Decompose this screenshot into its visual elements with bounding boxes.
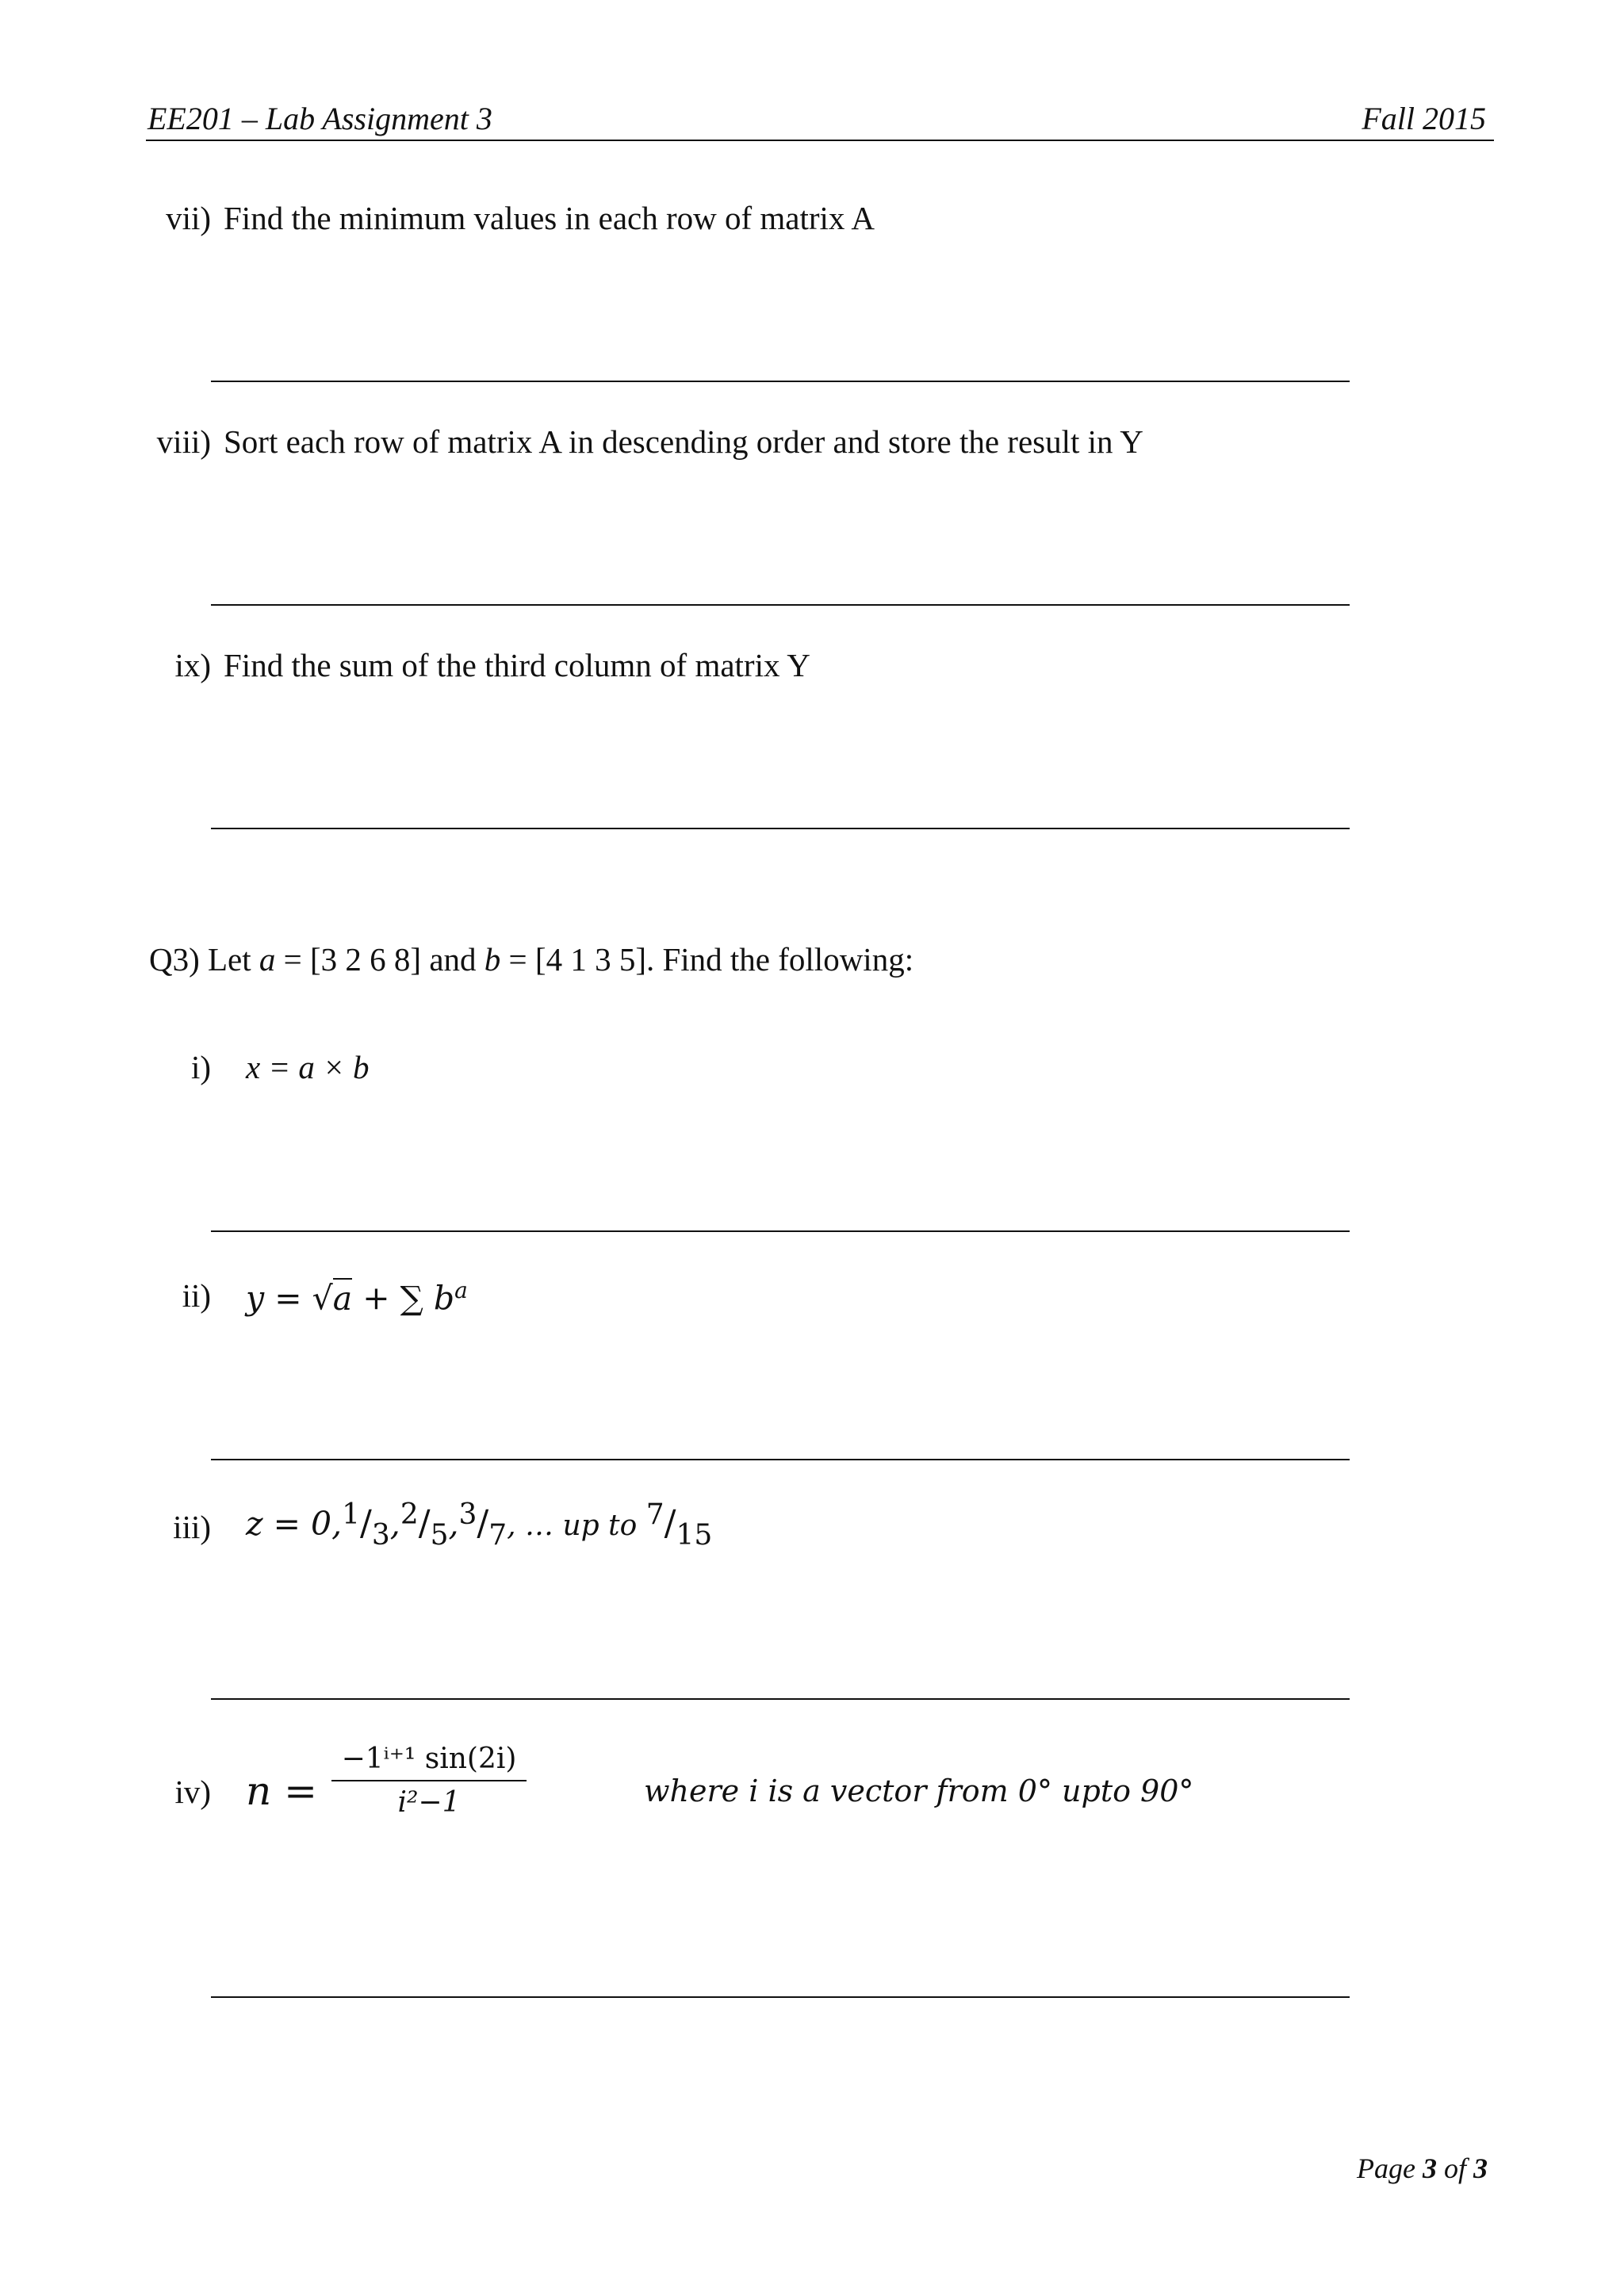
q3-b-var: b bbox=[484, 941, 501, 978]
formula-z: z = 0,1/3,2/5,3/7, … up to 7/15 bbox=[246, 1498, 713, 1552]
question-number: viii) bbox=[156, 423, 211, 460]
question-text: Sort each row of matrix A in descending order and store the result in Y bbox=[224, 423, 1143, 460]
power-base: b bbox=[433, 1279, 455, 1318]
question-number: iv) bbox=[174, 1774, 211, 1810]
question-number: vii) bbox=[166, 200, 211, 236]
formula-z-tail: , … up to bbox=[507, 1510, 646, 1542]
question-number: i) bbox=[190, 1049, 211, 1085]
answer-line bbox=[211, 1996, 1350, 1998]
fraction-1-denominator: 3 bbox=[371, 1519, 390, 1552]
footer-page-word: Page bbox=[1357, 2152, 1423, 2184]
question-text: Find the minimum values in each row of matrix A bbox=[224, 200, 875, 236]
footer-of-word: of bbox=[1436, 2152, 1473, 2184]
formula-x: x = a × b bbox=[246, 1049, 370, 1085]
answer-line bbox=[211, 828, 1350, 829]
fraction-3-denominator: 7 bbox=[488, 1519, 508, 1552]
page-footer bbox=[1357, 2152, 1488, 2185]
footer-page-total: 3 bbox=[1473, 2152, 1488, 2184]
sqrt-symbol: √ bbox=[312, 1279, 333, 1318]
formula-y-lhs: y = bbox=[246, 1279, 312, 1318]
formula-z-lhs: z = 0, bbox=[246, 1505, 343, 1543]
question-3-intro bbox=[149, 943, 914, 976]
q3-a-var: a bbox=[259, 941, 276, 978]
answer-line bbox=[211, 381, 1350, 382]
question-text: Find the sum of the third column of matrix Y bbox=[224, 647, 810, 683]
answer-line bbox=[211, 1459, 1350, 1460]
question-number: ii) bbox=[182, 1277, 211, 1314]
formula-y bbox=[246, 1277, 468, 1318]
answer-line bbox=[211, 1230, 1350, 1232]
q3-b-value: = [4 1 3 5]. Find the following: bbox=[500, 941, 914, 978]
answer-line bbox=[211, 604, 1350, 606]
formula-n-note: where i is a vector from 0° upto 90° bbox=[644, 1774, 1194, 1808]
fraction-3-numerator: 3 bbox=[458, 1498, 477, 1531]
q3-prefix: Q3) Let bbox=[149, 941, 259, 978]
fraction-4-denominator: 15 bbox=[676, 1519, 713, 1552]
fraction-numerator: −1ⁱ⁺¹ sin(2i) bbox=[341, 1743, 517, 1775]
q3-a-value: = [3 2 6 8] and bbox=[275, 941, 485, 978]
fraction-2-denominator: 5 bbox=[430, 1519, 449, 1552]
fraction-2-numerator: 2 bbox=[400, 1498, 419, 1531]
radicand: a bbox=[332, 1279, 353, 1318]
footer-page-number: 3 bbox=[1422, 2152, 1437, 2184]
question-number: ix) bbox=[174, 647, 211, 683]
formula-n-fraction bbox=[331, 1743, 527, 1819]
sum-symbol: + ∑ bbox=[352, 1279, 434, 1318]
header-course-title: EE201 – Lab Assignment 3 bbox=[147, 101, 492, 136]
header-term: Fall 2015 bbox=[1362, 101, 1486, 136]
fraction-1-numerator: 1 bbox=[342, 1498, 361, 1531]
page-header bbox=[146, 94, 1494, 141]
answer-line bbox=[211, 1698, 1350, 1700]
fraction-denominator: i²−1 bbox=[397, 1786, 461, 1819]
formula-n-lhs: n = bbox=[246, 1768, 317, 1814]
question-number: iii) bbox=[173, 1509, 211, 1545]
power-exponent: a bbox=[454, 1277, 468, 1303]
fraction-4-numerator: 7 bbox=[645, 1498, 665, 1531]
